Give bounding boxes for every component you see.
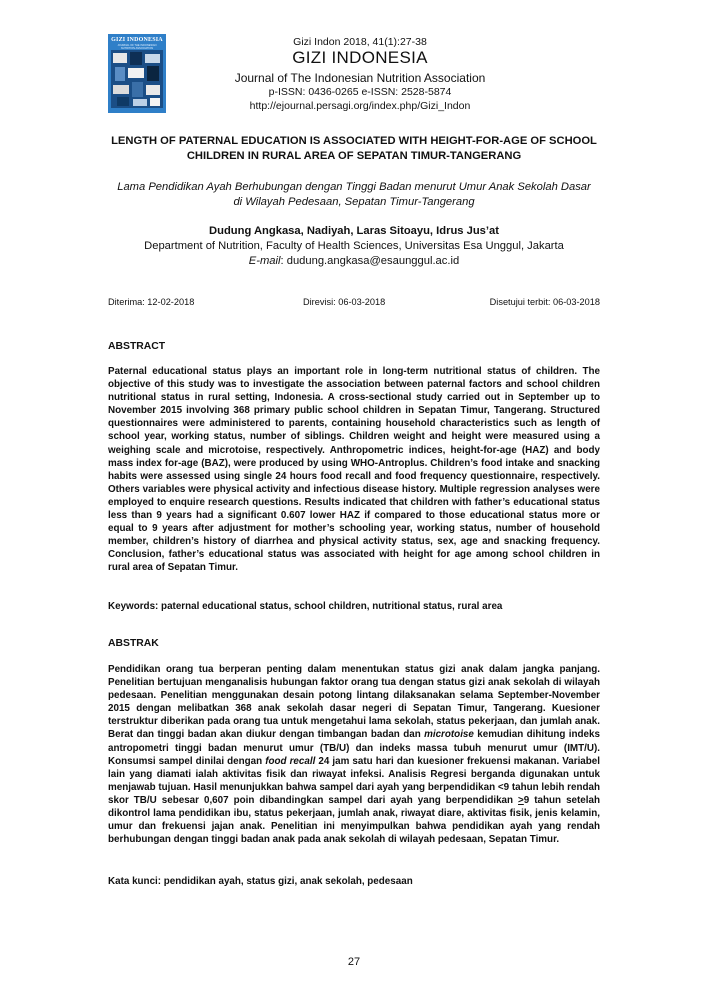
article-authors: Dudung Angkasa, Nadiyah, Laras Sitoayu, Idrus Jus’at [209,225,499,237]
journal-url[interactable]: http://ejournal.persagi.org/index.php/Gizi_Indon [249,100,471,112]
journal-name: GIZI INDONESIA [292,48,428,67]
cover-artwork [111,50,163,108]
cover-subtitle: JOURNAL OF THE INDONESIAN NUTRITION ASSOCIATION [117,44,157,50]
email-address[interactable]: : dudung.angkasa@esaunggul.ac.id [280,255,460,267]
article-affiliation: Department of Nutrition, Faculty of Health Sciences, Universitas Esa Unggul, Jakarta [144,240,564,252]
journal-full-name: Journal of The Indonesian Nutrition Association [234,71,486,85]
abstrak-underline-symbol: > [518,794,524,806]
date-revised: Direvisi: 06-03-2018 [303,297,386,307]
article-subtitle-line-2: di Wilayah Pedesaan, Sepatan Timur-Tangerang [233,196,475,208]
page-number: 27 [347,956,361,968]
article-subtitle [60,180,648,210]
date-accepted: Disetujui terbit: 06-03-2018 [489,297,600,307]
journal-cover-image [108,34,166,113]
abstrak-italic-microtoise: microtoise [424,729,474,741]
abstract-keywords: Keywords: paternal educational status, school children, nutritional status, rural area [108,601,503,612]
cover-title: GIZI INDONESIA [111,37,163,43]
abstract-text: Paternal educational status plays an important role in long-term nutritional status of children. The objective of this study was to investigate the association between paternal factors and school children nutritional status in rural setting, Indonesia. A cross-sectional study carried out in September up to November 2015 involving 368 primary public school children in Sepatan Timur, Tangerang. Structured questionnaires were administered to parents, containing household characteristics such as length of school year, working status, number of siblings. Children weight and height were measured using a weighing scale and microtoise, respectively. Anthropometric indices, height-for-age (HAZ) and body mass index for-age (BAZ), were produced by using WHO-Antroplus. Children’s food intake and snacking habits were assessed using single 24 hours food recall and food frequency questionnaire, respectively. Others variables were physical activity and infectious disease history. Multiple regression analyses were employed to enquire research questions. Results indicated that children with father’s educational status less than 9 years had a significant 0.607 lower HAZ if compared to those educational status more or equal to 9 years after adjustment for mother’s schooling year, working status, number of household member, children’s history of diarrhea and physical activity status, sex, age and snacking frequency. Conclusion, father’s educational status was associated with height for age among school children in rural area of Sepatan Timur. [108,366,600,574]
abstrak-text-part-1: Pendidikan orang tua berperan penting dalam menentukan status gizi anak dalam jangka panjang. Penelitian bertujuan menganalisis hubungan faktor orang tua dengan status gizi anak sekolah di wilayah pedesaan. Penelitian menggunakan desain potong lintang dilaksanakan selama September-November 2015 dengan melibatkan 368 anak sekolah dasar negeri di Sepatan Timur, Tangerang. Kuesioner terstruktur diberikan pada orang tua untuk mengetahui lama sekolah, status pekerjaan, dan jumlah anak. Berat dan tinggi badan akan diukur dengan timbangan badan dan [108,664,600,741]
email-label: E-mail [248,255,281,267]
article-email [60,255,648,267]
abstrak-text [108,663,600,846]
abstract-heading: ABSTRACT [108,341,166,352]
date-received: Diterima: 12-02-2018 [108,297,195,307]
abstrak-italic-food-recall: food recall [265,755,316,767]
abstrak-text-part-4: 9 tahun setelah dikontrol lama pendidikan ibu, status pekerjaan, jumlah anak, riwayat diare, aktivitas fisik, jenis kelamin, umur dan frekuensi jajan anak. Penelitian ini menyimpulkan bahwa pendidikan ayah yang rendah berhubungan dengan tinggi badan anak pada anak sekolah di wilayah pedesaan, Sepatan Timur. [108,794,600,846]
abstrak-text-part-3: 24 jam satu hari dan kuesioner frekuensi makanan. Variabel lain yang diamati ialah aktivitas fisik dan riwayat infeksi. Analisis Regresi berganda digunakan untuk menjawab tujuan. Hasil menunjukkan bahwa sampel dari ayah yang berpendidikan <9 tahun lebih rendah skor TB/U sebesar 0,607 poin dibandingkan sampel dari ayah yang berpendidikan [108,755,601,806]
abstrak-heading: ABSTRAK [108,638,159,649]
article-subtitle-line-1: Lama Pendidikan Ayah Berhubungan dengan Tinggi Badan menurut Umur Anak Sekolah Dasar [117,181,591,193]
abstrak-text-part-2: kemudian dihitung indeks antropometri tinggi badan menurut umur (TB/U) dan indeks massa tubuh menurut umur (IMT/U). Konsumsi sampel dinilai dengan [108,729,600,767]
journal-issn: p-ISSN: 0436-0265 e-ISSN: 2528-5874 [268,86,452,98]
article-title [60,134,648,164]
journal-citation: Gizi Indon 2018, 41(1):27-38 [293,36,427,48]
article-title-line-1: LENGTH OF PATERNAL EDUCATION IS ASSOCIATED WITH HEIGHT-FOR-AGE OF SCHOOL [111,135,597,147]
abstrak-keywords: Kata kunci: pendidikan ayah, status gizi, anak sekolah, pedesaan [108,876,413,887]
article-title-line-2: CHILDREN IN RURAL AREA OF SEPATAN TIMUR-TANGERANG [186,150,522,162]
